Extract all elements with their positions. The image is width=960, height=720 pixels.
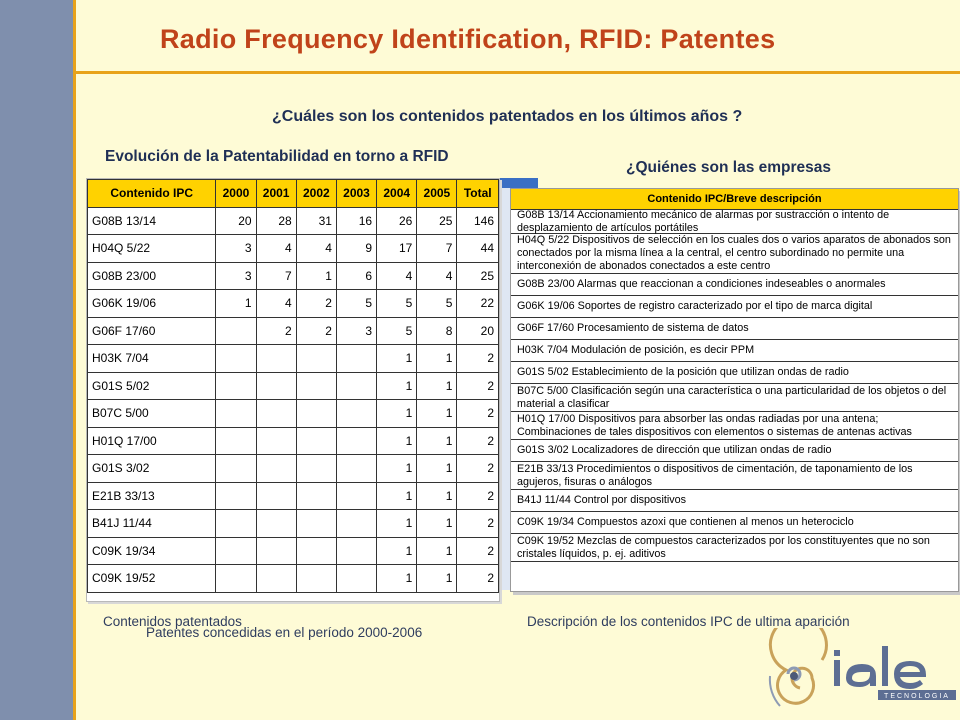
count-cell: 4 [377,262,417,290]
companies-heading: ¿Quiénes son las empresas [626,159,832,176]
description-row [511,490,958,512]
count-cell: 2 [457,455,499,483]
count-cell: 1 [377,510,417,538]
description-row [511,512,958,534]
count-cell: 5 [336,290,376,318]
count-cell: 146 [457,207,499,235]
count-cell: 9 [336,235,376,263]
count-cell [336,565,376,593]
table-row [88,235,499,263]
count-cell [256,427,296,455]
table-row [88,427,499,455]
table-row [88,372,499,400]
count-cell: 1 [377,400,417,428]
table-row [88,400,499,428]
evolution-heading: Evolución de la Patentabilidad en torno a RFID [105,148,449,165]
title-underline [73,71,960,74]
count-cell: 5 [417,290,457,318]
count-cell: 2 [256,317,296,345]
count-cell: 2 [457,400,499,428]
count-cell: 2 [457,565,499,593]
count-cell: 1 [417,345,457,373]
count-cell: 3 [336,317,376,345]
count-cell: 7 [417,235,457,263]
caption-contents: Contenidos patentados [103,614,242,629]
count-cell [336,537,376,565]
ipc-code-cell: H01Q 17/00 [88,427,216,455]
ipc-code-cell: C09K 19/34 [88,537,216,565]
table-row [88,482,499,510]
count-cell: 22 [457,290,499,318]
table-row [88,262,499,290]
count-cell [296,510,336,538]
description-row [511,296,958,318]
ipc-code-cell: G01S 5/02 [88,372,216,400]
count-cell: 3 [216,235,256,263]
ipc-code-cell: G06K 19/06 [88,290,216,318]
ipc-description-table [510,188,959,592]
description-text: B41J 11/44 Control por dispositivos [517,494,687,506]
count-cell: 1 [377,455,417,483]
count-cell [216,427,256,455]
description-row [511,210,958,234]
count-cell [256,565,296,593]
ipc-code-cell: C09K 19/52 [88,565,216,593]
ipc-code-cell: B07C 5/00 [88,400,216,428]
count-cell: 2 [457,372,499,400]
count-cell [336,400,376,428]
count-cell: 4 [256,235,296,263]
table-header-row [88,180,499,208]
count-cell [256,400,296,428]
count-cell: 7 [256,262,296,290]
ipc-code-cell: E21B 33/13 [88,482,216,510]
count-cell: 31 [296,207,336,235]
table-row [88,565,499,593]
description-text: G01S 3/02 Localizadores de dirección que utilizan ondas de radio [517,444,832,456]
ipc-code-cell: G01S 3/02 [88,455,216,483]
ipc-code-cell: H03K 7/04 [88,345,216,373]
ipc-code-cell: H04Q 5/22 [88,235,216,263]
caption-descriptions: Descripción de los contenidos IPC de ultima aparición [527,614,850,629]
count-cell [256,510,296,538]
count-cell [336,345,376,373]
count-cell: 1 [377,565,417,593]
count-cell: 25 [417,207,457,235]
count-cell: 2 [457,427,499,455]
count-cell: 3 [216,262,256,290]
table-row [88,207,499,235]
count-cell [216,400,256,428]
spiral-logo-icon [770,628,827,706]
description-text: G06F 17/60 Procesamiento de sistema de datos [517,322,749,334]
count-cell: 1 [417,400,457,428]
count-cell: 28 [256,207,296,235]
description-row [511,412,958,440]
count-cell [296,565,336,593]
count-cell: 1 [417,455,457,483]
table-row [88,317,499,345]
description-text: H03K 7/04 Modulación de posición, es decir PPM [517,344,755,356]
column-header: Contenido IPC [88,180,216,208]
description-text: C09K 19/52 Mezclas de compuestos caracterizados por los constituyentes que no son cristales líquidos, p. ej. aditivos [517,534,930,560]
count-cell [336,372,376,400]
count-cell: 1 [417,565,457,593]
description-row [511,274,958,296]
description-row [511,318,958,340]
description-row [511,362,958,384]
count-cell [216,565,256,593]
column-header: 2001 [256,180,296,208]
count-cell [216,537,256,565]
left-accent-line [73,0,76,720]
count-cell: 5 [377,317,417,345]
description-text: G06K 19/06 Soportes de registro caracterizado por el tipo de marca digital [517,300,873,312]
description-text: B07C 5/00 Clasificación según una característica o una particularidad de los objetos o del material a clasificar [517,384,947,410]
column-header: 2005 [417,180,457,208]
description-text: H04Q 5/22 Dispositivos de selección en los cuales dos o varios aparatos de abonados son conectados por la misma línea a la central, el centro subordinado no permite una interconexión de abonados conectados a este centro [517,234,951,272]
count-cell: 2 [296,290,336,318]
count-cell [256,455,296,483]
count-cell: 1 [417,482,457,510]
count-cell: 2 [296,317,336,345]
count-cell [256,482,296,510]
count-cell [296,427,336,455]
description-row [511,384,958,412]
count-cell: 4 [256,290,296,318]
description-row [511,340,958,362]
count-cell: 1 [417,372,457,400]
count-cell: 17 [377,235,417,263]
description-text: G08B 13/14 Accionamiento mecánico de alarmas por sustracción o intento de desplazamiento de artículos portátiles [517,208,890,234]
count-cell [216,345,256,373]
count-cell: 20 [457,317,499,345]
iale-wordmark [834,646,926,689]
description-table-header: Contenido IPC/Breve descripción [511,189,958,210]
count-cell [256,537,296,565]
count-cell: 6 [336,262,376,290]
count-cell: 1 [417,427,457,455]
count-cell: 1 [377,427,417,455]
description-text: C09K 19/34 Compuestos azoxi que contienen al menos un heterociclo [517,516,854,528]
column-header: 2003 [336,180,376,208]
count-cell: 1 [377,372,417,400]
count-cell: 5 [377,290,417,318]
description-text: H01Q 17/00 Dispositivos para absorber las ondas radiadas por una antena; Combinaciones de tales dispositivos con elementos o sistemas de antenas activas [517,412,912,438]
count-cell [296,482,336,510]
table-row [88,537,499,565]
count-cell [216,482,256,510]
left-sidebar-band [0,0,73,720]
count-cell [216,372,256,400]
description-row [511,534,958,562]
count-cell: 8 [417,317,457,345]
description-text: E21B 33/13 Procedimientos o dispositivos de cimentación, de taponamiento de los agujeros, fisuras o análogos [517,462,913,488]
count-cell: 2 [457,510,499,538]
page-title: Radio Frequency Identification, RFID: Patentes [160,24,776,54]
count-cell: 2 [457,482,499,510]
ipc-code-cell: G06F 17/60 [88,317,216,345]
description-text: G08B 23/00 Alarmas que reaccionan a condiciones indeseables o anormales [517,278,886,290]
count-cell: 16 [336,207,376,235]
count-cell: 1 [377,537,417,565]
column-header: 2002 [296,180,336,208]
count-cell: 20 [216,207,256,235]
count-cell [336,455,376,483]
count-cell [296,372,336,400]
ipc-code-cell: G08B 23/00 [88,262,216,290]
count-cell [216,455,256,483]
count-cell [336,482,376,510]
count-cell [256,345,296,373]
count-cell: 1 [216,290,256,318]
count-cell: 25 [457,262,499,290]
column-header: 2000 [216,180,256,208]
count-cell: 1 [417,537,457,565]
ipc-code-cell: B41J 11/44 [88,510,216,538]
main-question: ¿Cuáles son los contenidos patentados en los últimos años ? [272,108,743,125]
table-row [88,455,499,483]
count-cell [256,372,296,400]
count-cell: 26 [377,207,417,235]
table-row [88,510,499,538]
iale-logo [760,628,956,716]
description-row [511,234,958,274]
count-cell [336,510,376,538]
caption-period: Patentes concedidas en el período 2000-2006 [146,625,423,640]
count-cell [296,345,336,373]
ipc-patents-table [86,178,500,602]
logo-tagline: TECNOLOGIA [884,693,950,700]
column-header: Total [457,180,499,208]
count-cell [296,537,336,565]
table-row [88,290,499,318]
count-cell [296,455,336,483]
count-cell [216,510,256,538]
count-cell: 2 [457,537,499,565]
count-cell [216,317,256,345]
count-cell: 4 [417,262,457,290]
count-cell [296,400,336,428]
column-header: 2004 [377,180,417,208]
ipc-code-cell: G08B 13/14 [88,207,216,235]
table-row [88,345,499,373]
count-cell: 2 [457,345,499,373]
count-cell: 1 [377,482,417,510]
count-cell: 44 [457,235,499,263]
count-cell [336,427,376,455]
count-cell: 4 [296,235,336,263]
count-cell: 1 [417,510,457,538]
description-row [511,462,958,490]
strip-band [498,178,538,188]
description-row [511,440,958,462]
count-cell: 1 [377,345,417,373]
count-cell: 1 [296,262,336,290]
description-text: G01S 5/02 Establecimiento de la posición que utilizan ondas de radio [517,366,849,378]
